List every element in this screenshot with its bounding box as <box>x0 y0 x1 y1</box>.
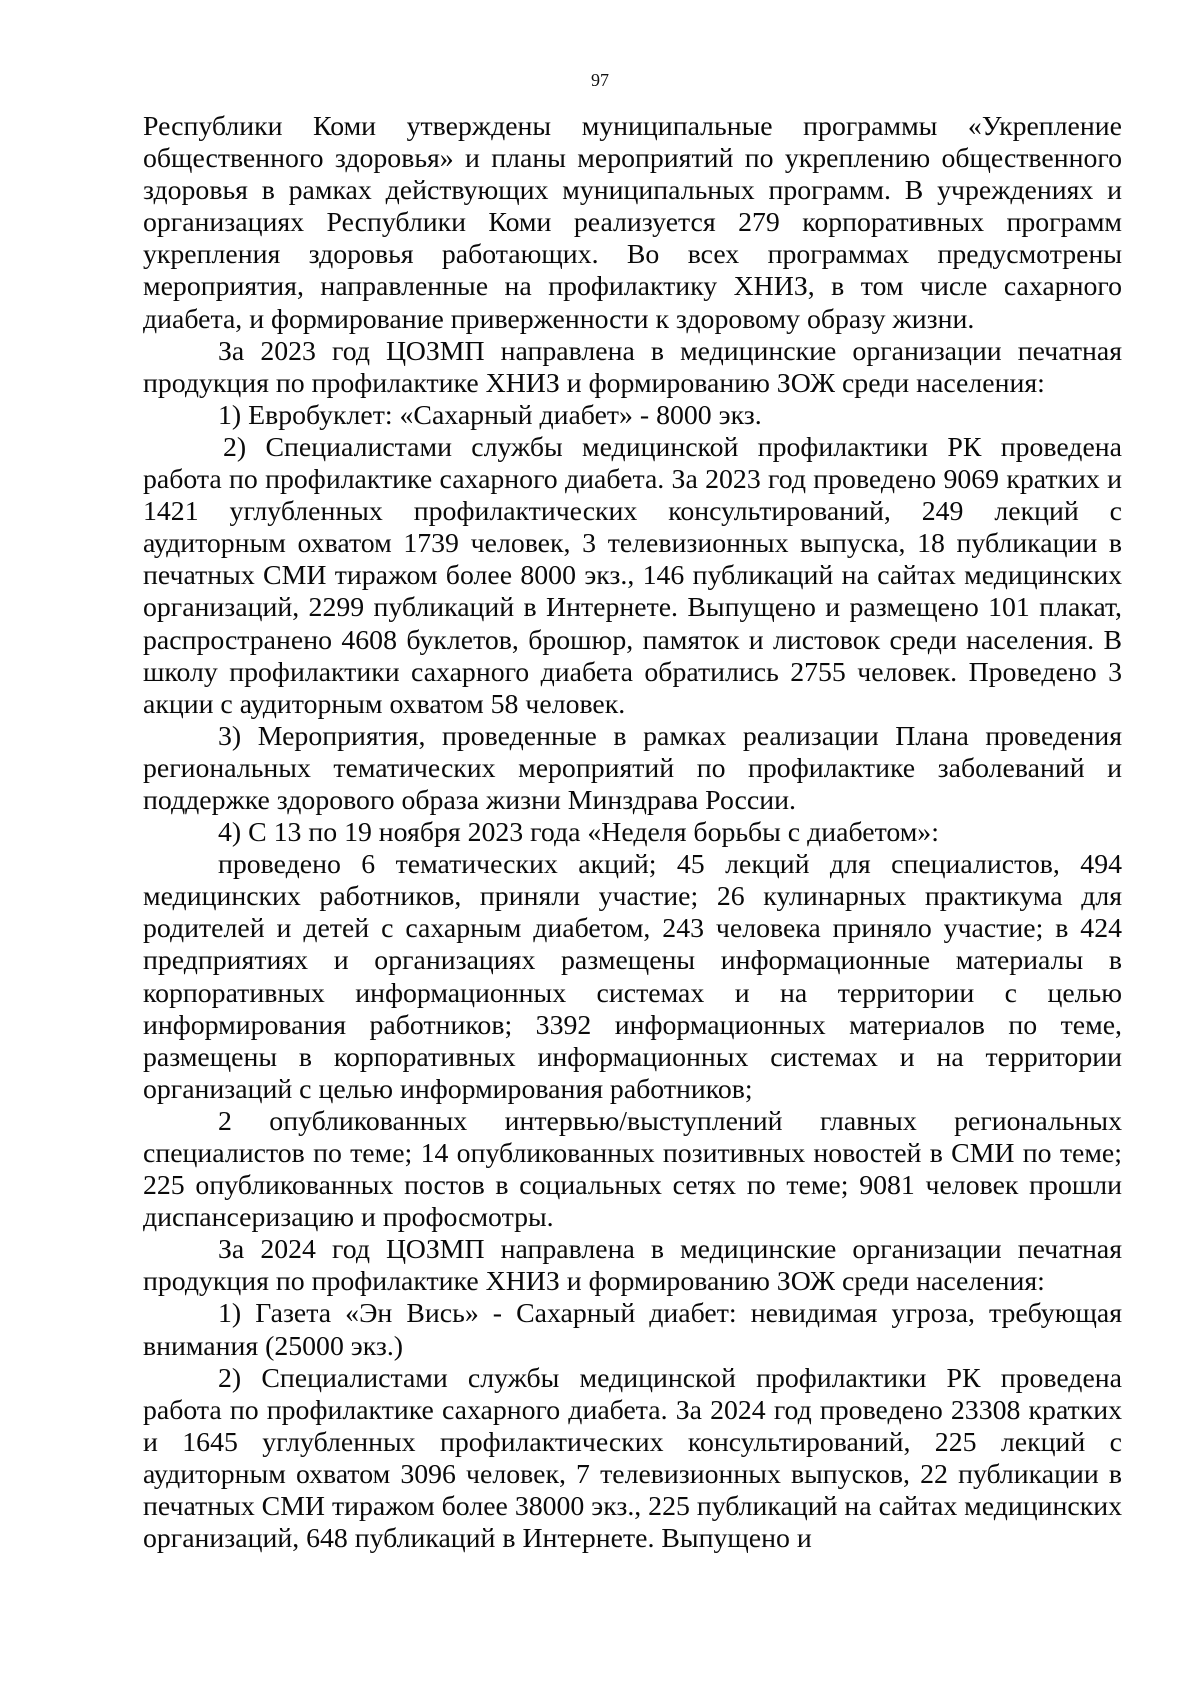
list-item: 4) С 13 по 19 ноября 2023 года «Неделя борьбы с диабетом»: <box>218 817 939 849</box>
list-item: 1) Евробуклет: «Сахарный диабет» - 8000 экз. <box>218 399 762 431</box>
paragraph: За 2024 год ЦОЗМП направлена в медицинские организации печатная продукция по профилактике ХНИЗ и формированию ЗОЖ среди населения: <box>143 1234 1122 1298</box>
list-item: 3) Мероприятия, проведенные в рамках реализации Плана проведения региональных тематических мероприятий по профилактике заболеваний и поддержке здорового образа жизни Минздрава России. <box>143 720 1122 816</box>
list-item: 2) Специалистами службы медицинской профилактики РК проведена работа по профилактике сахарного диабета. За 2023 год проведено 9069 кратких и 1421 углубленных профилактических консультирований, 249 лекций с аудиторным охватом 1739 человек, 3 телевизионных выпуска, 18 публикации в печатных СМИ тиражом более 8000 экз., 146 публикаций на сайтах медицинских организаций, 2299 публикаций в Интернете. Выпущено и размещено 101 плакат, распространено 4608 буклетов, брошюр, памяток и листовок среди населения. В школу профилактики сахарного диабета обратились 2755 человек. Проведено 3 акции с аудиторным охватом 58 человек. <box>143 431 1122 720</box>
body-text <box>143 111 1122 1555</box>
page-number: 97 <box>591 70 609 90</box>
list-item: 1) Газета «Эн Вись» - Сахарный диабет: невидимая угроза, требующая внимания (25000 экз.) <box>143 1298 1122 1362</box>
list-item: 2) Специалистами службы медицинской профилактики РК проведена работа по профилактике сахарного диабета. За 2024 год проведено 23308 кратких и 1645 углубленных профилактических консультирований, 225 лекций с аудиторным охватом 3096 человек, 7 телевизионных выпусков, 22 публикации в печатных СМИ тиражом более 38000 экз., 225 публикаций на сайтах медицинских организаций, 648 публикаций в Интернете. Выпущено и <box>143 1362 1122 1555</box>
paragraph: 2 опубликованных интервью/выступлений главных региональных специалистов по теме; 14 опубликованных позитивных новостей в СМИ по теме; 225 опубликованных постов в социальных сетях по теме; 9081 человек прошли диспансеризацию и профосмотры. <box>143 1105 1122 1234</box>
paragraph: За 2023 год ЦОЗМП направлена в медицинские организации печатная продукция по профилактике ХНИЗ и формированию ЗОЖ среди населения: <box>143 335 1122 399</box>
paragraph: проведено 6 тематических акций; 45 лекций для специалистов, 494 медицинских работников, приняли участие; 26 кулинарных практикума для родителей и детей с сахарным диабетом, 243 человека приняло участие; в 424 предприятиях и организациях размещены информационные материалы в корпоративных информационных системах и на территории с целью информирования работников; 3392 информационных материалов по теме, размещены в корпоративных информационных системах и на территории организаций с целью информирования работников; <box>143 849 1122 1105</box>
paragraph: Республики Коми утверждены муниципальные программы «Укрепление общественного здоровья» и планы мероприятий по укреплению общественного здоровья в рамках действующих муниципальных программ. В учреждениях и организациях Республики Коми реализуется 279 корпоративных программ укрепления здоровья работающих. Во всех программах предусмотрены мероприятия, направленные на профилактику ХНИЗ, в том числе сахарного диабета, и формирование приверженности к здоровому образу жизни. <box>143 111 1122 335</box>
